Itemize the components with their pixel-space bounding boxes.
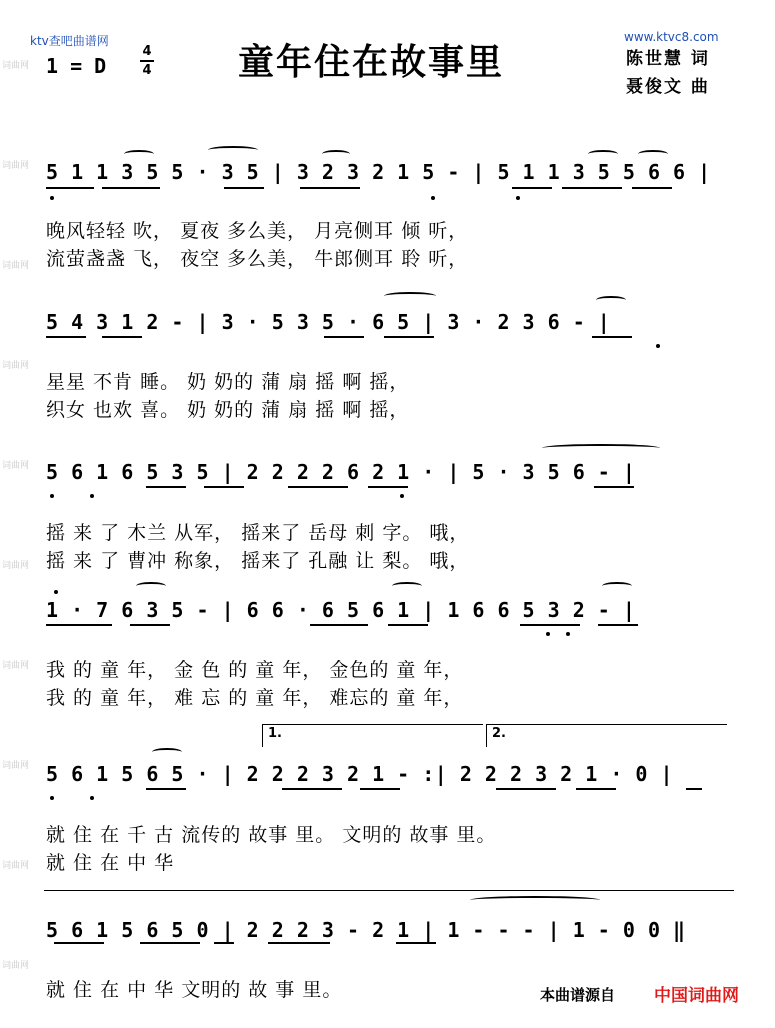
beam-underline	[512, 187, 552, 189]
octave-dot	[50, 494, 54, 498]
side-watermark: 词曲网	[2, 561, 30, 571]
beam-underline	[146, 486, 186, 488]
side-watermark: 词曲网	[2, 61, 30, 71]
beam-underline	[300, 187, 360, 189]
octave-dot	[566, 632, 570, 636]
beam-underline	[130, 624, 170, 626]
beam-underline	[496, 788, 556, 790]
section-divider	[44, 890, 734, 891]
beam-underline	[592, 336, 632, 338]
octave-dot	[90, 796, 94, 800]
octave-dot	[656, 344, 660, 348]
volta-label: 2.	[492, 726, 506, 741]
beam-underline	[54, 942, 104, 944]
octave-dot	[546, 632, 550, 636]
beam-underline	[224, 187, 264, 189]
beam-underline	[562, 187, 622, 189]
notation-line: 5 1 1 3 5 5 · 3 5 | 3 2 3 2 1 5 - | 5 1 1 3 5 5 6 6 |	[46, 160, 711, 184]
beam-underline	[632, 187, 672, 189]
lyric-line: 织女 也欢 喜。 奶 奶的 蒲 扇 摇 啊 摇，	[46, 399, 410, 421]
beam-underline	[268, 942, 330, 944]
beam-underline	[594, 486, 634, 488]
side-watermark: 词曲网	[2, 861, 30, 871]
lyric-line: 就 住 在 千 古 流传的 故事 里。 文明的 故事 里。	[46, 824, 497, 846]
side-watermark: 词曲网	[2, 661, 30, 671]
song-title: 童年住在故事里	[238, 42, 505, 83]
slur-mark	[542, 444, 660, 452]
beam-underline	[520, 624, 580, 626]
source-label: 本曲谱源自	[540, 986, 616, 1004]
beam-underline	[204, 486, 244, 488]
slur-mark	[602, 582, 632, 590]
beam-underline	[146, 788, 186, 790]
volta-label: 1.	[268, 726, 282, 741]
site-watermark-left: ktv查吧曲谱网	[30, 34, 109, 48]
beam-underline	[384, 336, 434, 338]
meter-top: 4	[142, 44, 152, 59]
notation-line: 1 · 7 6 3 5 - | 6 6 · 6 5 6 1 | 1 6 6 5 3 2 - |	[46, 598, 636, 622]
octave-dot	[54, 590, 58, 594]
slur-mark	[596, 296, 626, 304]
lyricist-credit: 陈世慧 词	[626, 49, 710, 69]
beam-underline	[686, 788, 702, 790]
beam-underline	[310, 624, 368, 626]
lyric-line: 摇 来 了 木兰 从军， 摇来了 岳母 刺 字。 哦，	[46, 522, 470, 544]
beam-underline	[102, 336, 142, 338]
slur-mark	[208, 146, 258, 154]
beam-underline	[214, 942, 234, 944]
time-signature	[140, 44, 154, 78]
slur-mark	[470, 896, 600, 904]
beam-underline	[46, 336, 86, 338]
meter-bar	[140, 60, 154, 62]
beam-underline	[576, 788, 616, 790]
side-watermark: 词曲网	[2, 161, 30, 171]
first-ending-bracket	[262, 724, 483, 747]
beam-underline	[288, 486, 348, 488]
lyric-line: 晚风轻轻 吹， 夏夜 多么美， 月亮侧耳 倾 听，	[46, 220, 469, 242]
brand-logo-text: 中国词曲网	[654, 986, 739, 1006]
lyric-line: 星星 不肯 睡。 奶 奶的 蒲 扇 摇 啊 摇，	[46, 371, 410, 393]
composer-credit: 聂俊文 曲	[626, 77, 710, 97]
notation-line: 5 6 1 5 6 5 · | 2 2 2 3 2 1 - :| 2 2 2 3 2 1 · 0 |	[46, 762, 674, 786]
lyric-line: 流萤盏盏 飞， 夜空 多么美， 牛郎侧耳 聆 听，	[46, 248, 469, 270]
side-watermark: 词曲网	[2, 761, 30, 771]
beam-underline	[360, 788, 400, 790]
second-ending-bracket	[486, 724, 727, 747]
slur-mark	[136, 582, 166, 590]
beam-underline	[368, 486, 408, 488]
slur-mark	[588, 150, 618, 158]
notation-line: 5 4 3 1 2 - | 3 · 5 3 5 · 6 5 | 3 · 2 3 6 - |	[46, 310, 611, 334]
beam-underline	[388, 624, 428, 626]
notation-line: 5 6 1 6 5 3 5 | 2 2 2 2 6 2 1 · | 5 · 3 5 6 - |	[46, 460, 636, 484]
beam-underline	[46, 187, 94, 189]
octave-dot	[90, 494, 94, 498]
slur-mark	[384, 292, 436, 300]
octave-dot	[516, 196, 520, 200]
slur-mark	[392, 582, 422, 590]
beam-underline	[324, 336, 364, 338]
slur-mark	[152, 748, 182, 756]
lyric-line: 我 的 童 年， 难 忘 的 童 年， 难忘的 童 年，	[46, 687, 464, 709]
octave-dot	[431, 196, 435, 200]
beam-underline	[46, 624, 112, 626]
side-watermark: 词曲网	[2, 261, 30, 271]
beam-underline	[396, 942, 436, 944]
meter-bottom: 4	[142, 63, 152, 78]
slur-mark	[322, 150, 350, 158]
octave-dot	[50, 796, 54, 800]
notation-line: 5 6 1 5 6 5 0 | 2 2 2 3 - 2 1 | 1 - - - | 1 - 0 0 ‖	[46, 918, 686, 942]
beam-underline	[140, 942, 200, 944]
beam-underline	[282, 788, 342, 790]
lyric-line: 就 住 在 中 华	[46, 852, 175, 874]
side-watermark: 词曲网	[2, 461, 30, 471]
octave-dot	[400, 494, 404, 498]
beam-underline	[102, 187, 160, 189]
key-signature: 1 = D	[46, 54, 107, 78]
site-watermark-right: www.ktvc8.com	[624, 30, 719, 44]
lyric-line: 我 的 童 年， 金 色 的 童 年， 金色的 童 年，	[46, 659, 464, 681]
side-watermark: 词曲网	[2, 961, 30, 971]
slur-mark	[124, 150, 154, 158]
beam-underline	[598, 624, 638, 626]
octave-dot	[50, 196, 54, 200]
side-watermark: 词曲网	[2, 361, 30, 371]
lyric-line: 就 住 在 中 华 文明的 故 事 里。	[46, 979, 343, 1001]
slur-mark	[638, 150, 668, 158]
lyric-line: 摇 来 了 曹冲 称象， 摇来了 孔融 让 梨。 哦，	[46, 550, 470, 572]
